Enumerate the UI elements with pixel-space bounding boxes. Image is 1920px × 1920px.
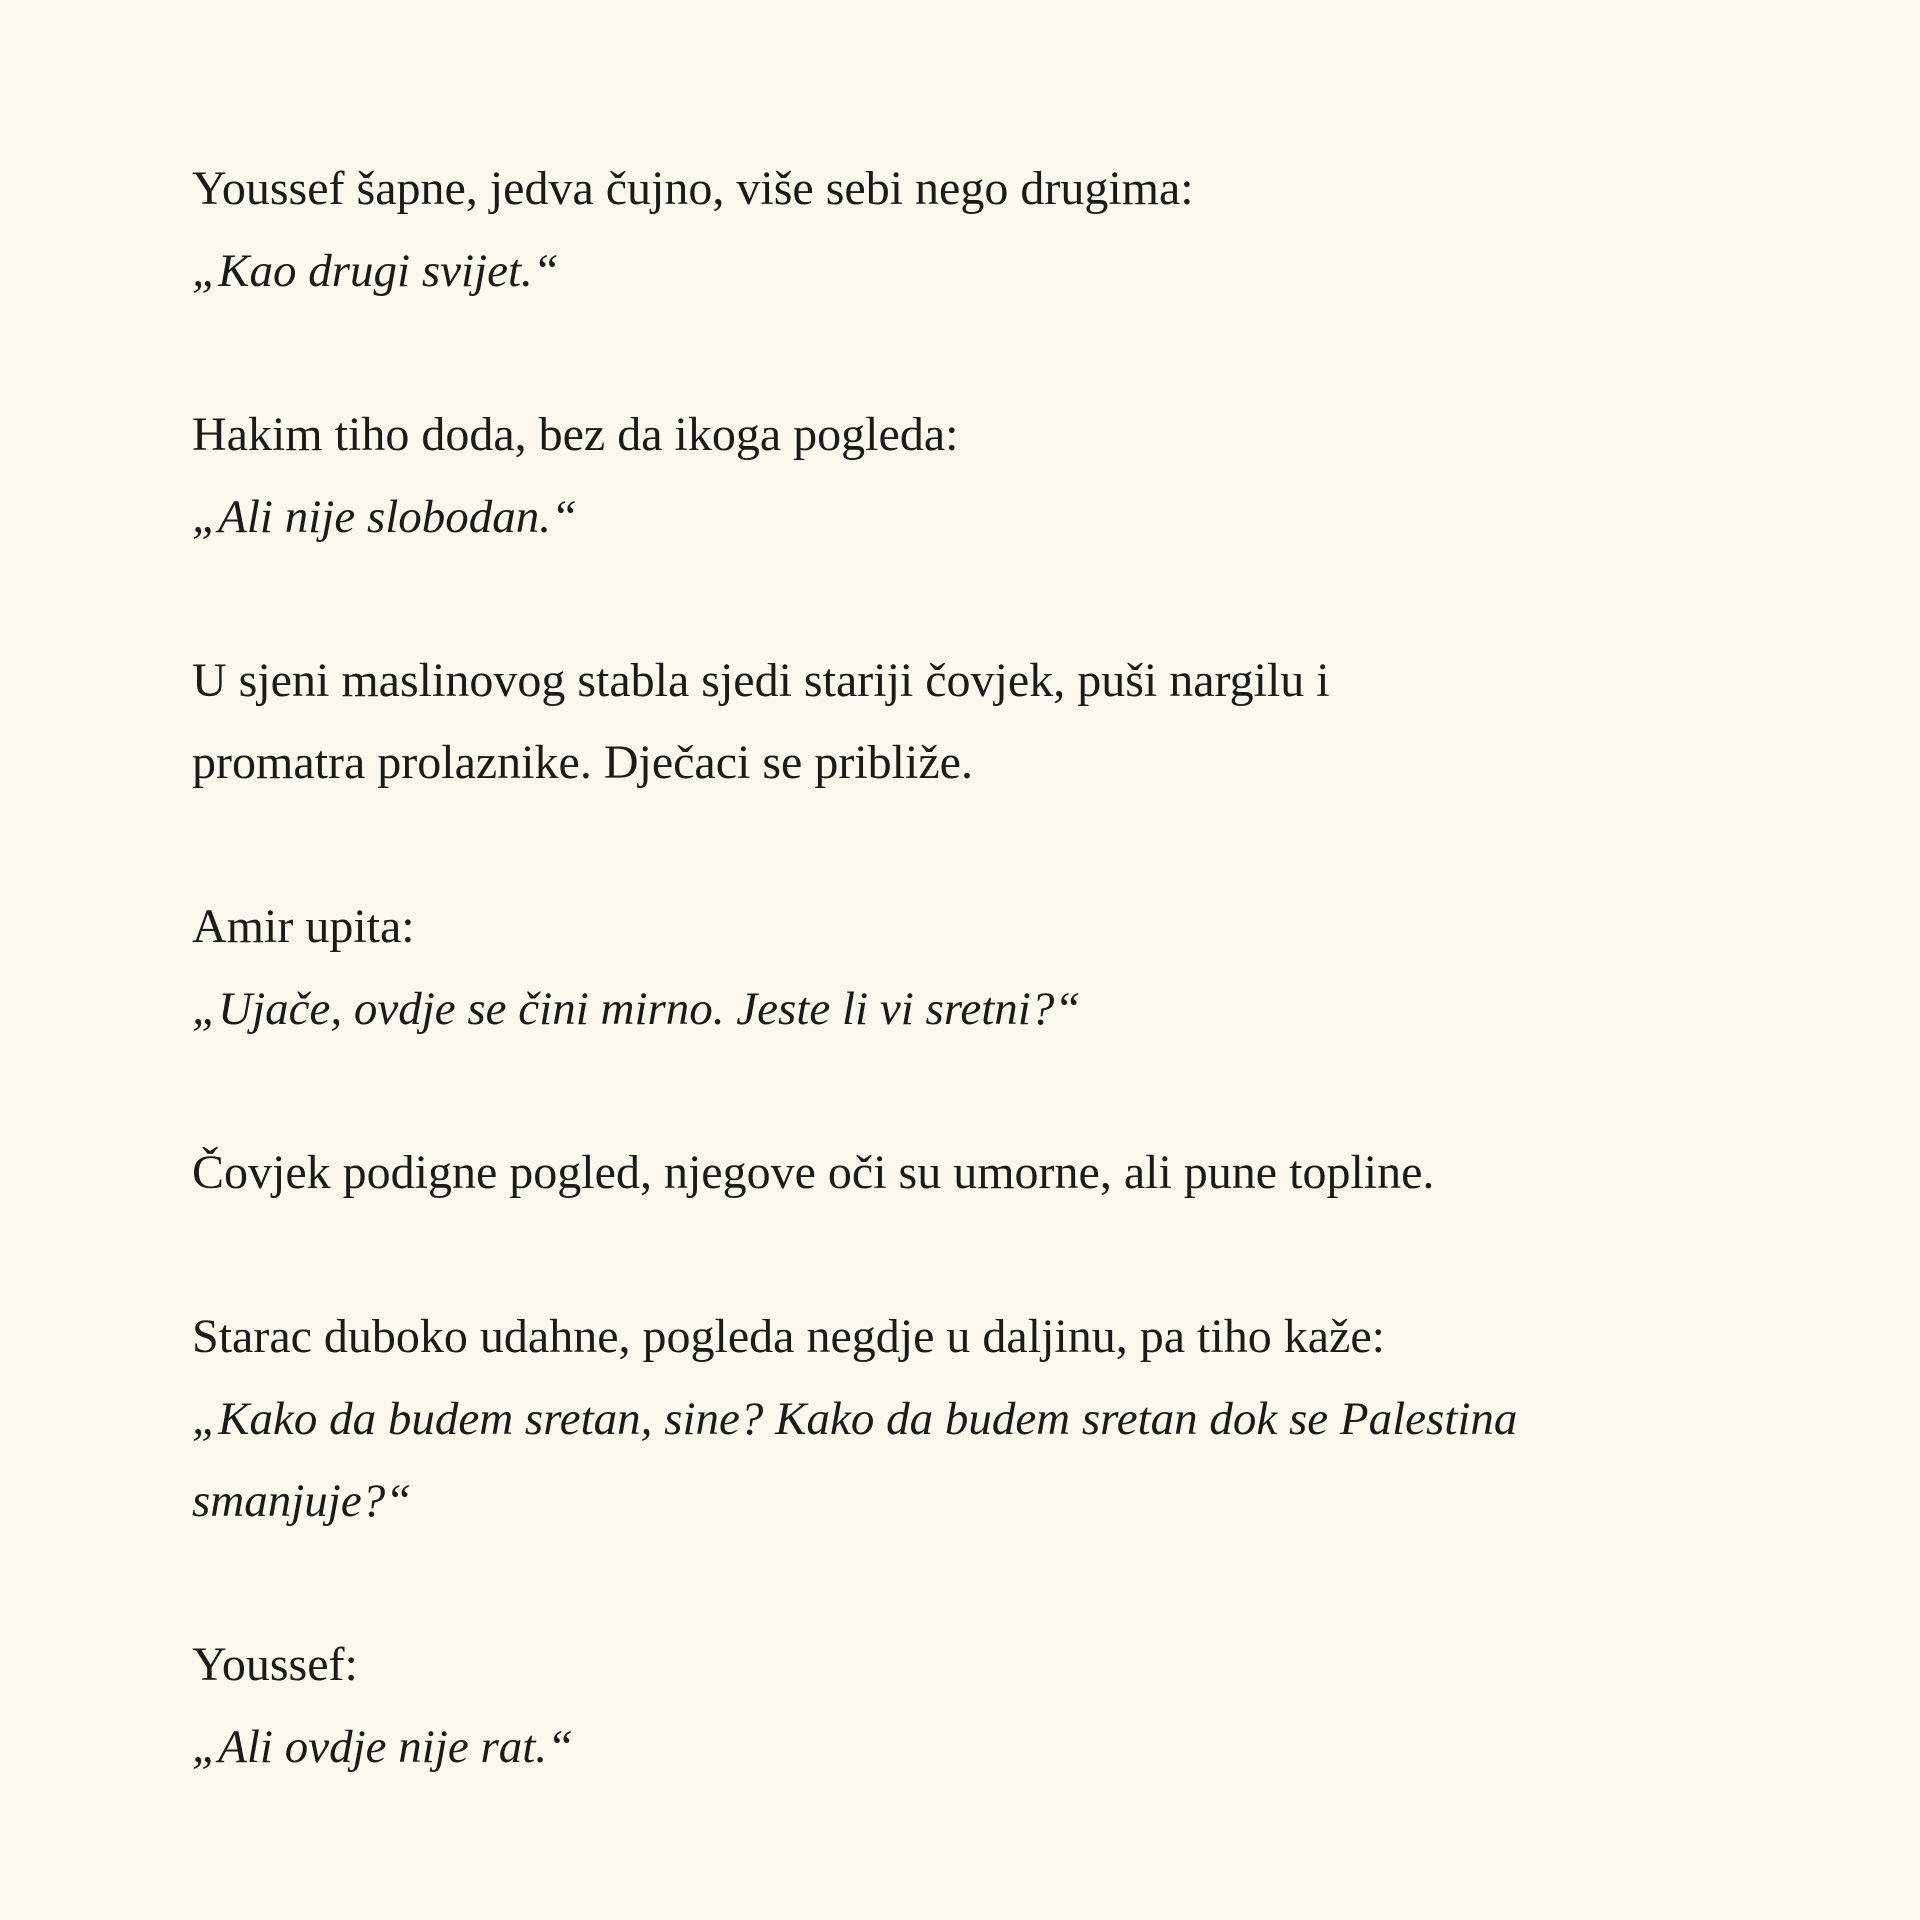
narration-line: Amir upita: — [192, 900, 415, 953]
dialogue-quote: „Kao drugi svijet.“ — [192, 245, 559, 297]
paragraph-man-looks-up — [192, 1132, 1752, 1214]
paragraph-gap — [192, 1214, 1752, 1296]
narration-line: promatra prolaznike. Dječaci se približe. — [192, 736, 973, 789]
dialogue-quote: „Ali ovdje nije rat.“ — [192, 1721, 574, 1773]
dialogue-quote: „Ujače, ovdje se čini mirno. Jeste li vi sretni?“ — [192, 983, 1081, 1035]
paragraph-old-man-speaks — [192, 1296, 1752, 1542]
paragraph-old-man — [192, 640, 1752, 804]
narration-line: Youssef: — [192, 1638, 358, 1691]
paragraph-youssef-reply — [192, 1624, 1752, 1788]
paragraph-gap — [192, 1050, 1752, 1132]
paragraph-hakim — [192, 394, 1752, 558]
narration-line: Čovjek podigne pogled, njegove oči su umorne, ali pune topline. — [192, 1146, 1435, 1199]
dialogue-quote: „Ali nije slobodan.“ — [192, 491, 578, 543]
story-page — [192, 148, 1752, 1788]
paragraph-amir — [192, 886, 1752, 1050]
paragraph-gap — [192, 1542, 1752, 1624]
narration-line: U sjeni maslinovog stabla sjedi stariji čovjek, puši nargilu i — [192, 654, 1330, 707]
narration-line: Youssef šapne, jedva čujno, više sebi nego drugima: — [192, 162, 1194, 215]
paragraph-gap — [192, 804, 1752, 886]
narration-line: Starac duboko udahne, pogleda negdje u daljinu, pa tiho kaže: — [192, 1310, 1385, 1363]
paragraph-gap — [192, 312, 1752, 394]
narration-line: Hakim tiho doda, bez da ikoga pogleda: — [192, 408, 959, 461]
paragraph-youssef-whisper — [192, 148, 1752, 312]
dialogue-quote: „Kako da budem sretan, sine? Kako da budem sretan dok se Palestina — [192, 1393, 1518, 1445]
paragraph-gap — [192, 558, 1752, 640]
dialogue-quote: smanjuje?“ — [192, 1475, 412, 1527]
